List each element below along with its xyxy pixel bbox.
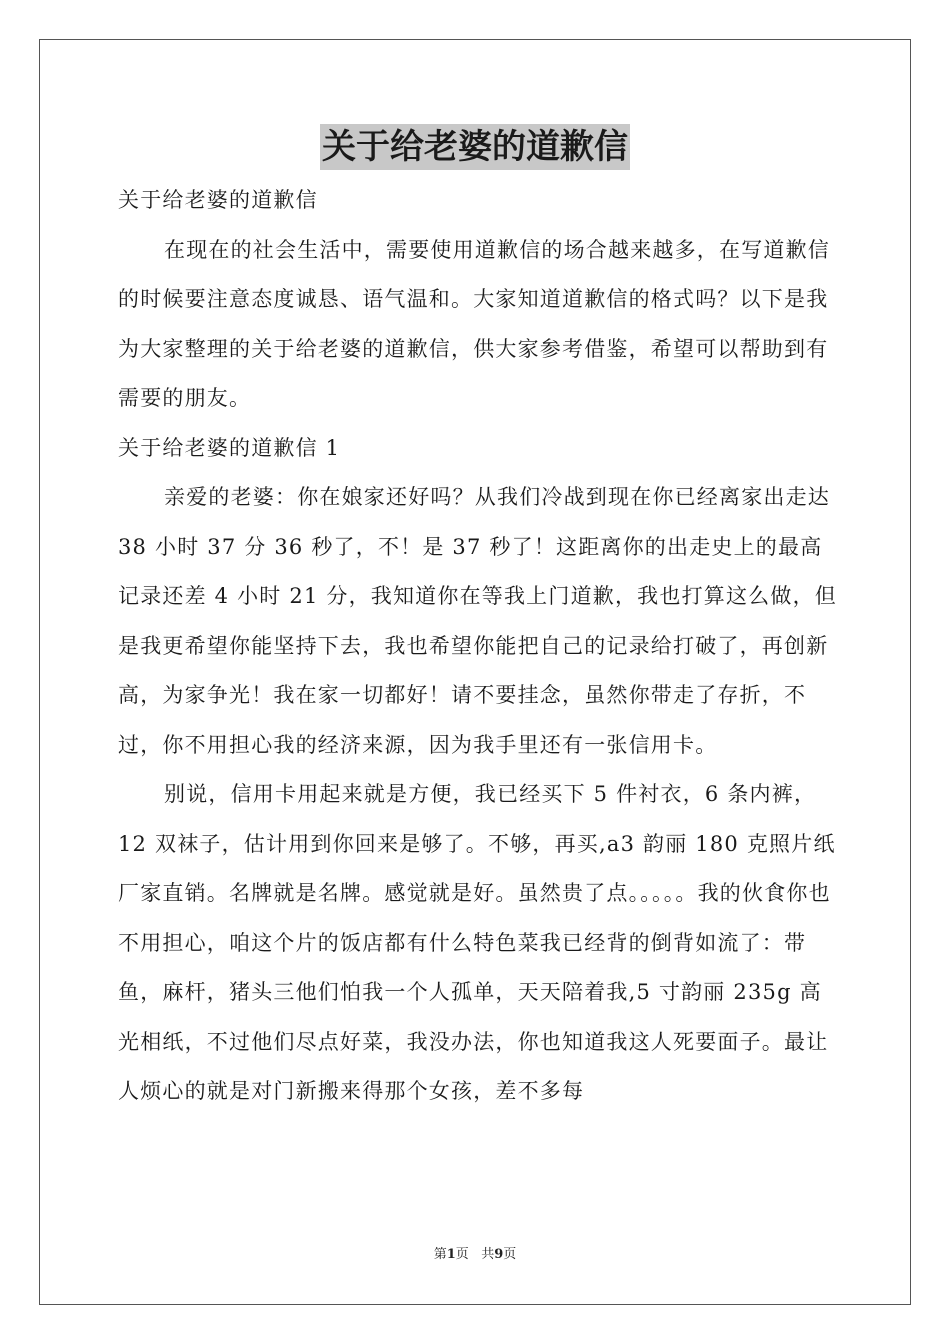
document-body xyxy=(118,176,838,1117)
page-footer xyxy=(0,1246,950,1264)
section-heading: 关于给老婆的道歉信 1 xyxy=(118,435,341,460)
title-container xyxy=(0,124,950,170)
intro-paragraph: 在现在的社会生活中，需要使用道歉信的场合越来越多，在写道歉信的时候要注意态度诚恳、语气温和。大家知道道歉信的格式吗？以下是我为大家整理的关于给老婆的道歉信，供大家参考借鉴，希望可以帮助到有需要的朋友。 xyxy=(118,237,830,410)
page-prefix: 第 xyxy=(433,1247,447,1262)
letter-paragraph-2: 别说，信用卡用起来就是方便，我已经买下 5 件衬衣，6 条内裤，12 双袜子，估计用到你回来是够了。不够，再买,a3 韵丽 180 克照片纸厂家直销。名牌就是名牌。感觉就是好。虽然贵了点。。。。。我的伙食你也不用担心，咱这个片的饭店都有什么特色菜我已经背的倒背如流了：带鱼，麻杆，猪头三他们怕我一个人孤单，天天陪着我,5 寸韵丽 235g 高光相纸，不过他们尽点好菜，我没办法，你也知道我这人死要面子。最让人烦心的就是对门新搬来得那个女孩，差不多每 xyxy=(118,782,836,1103)
document-subtitle: 关于给老婆的道歉信 xyxy=(118,188,318,212)
page-mid: 页 共 xyxy=(455,1247,495,1262)
page-total: 9 xyxy=(494,1247,504,1262)
letter-paragraph-1: 亲爱的老婆：你在娘家还好吗？从我们冷战到现在你已经离家出走达 38 小时 37 分 36 秒了，不！是 37 秒了！这距离你的出走史上的最高记录还差 4 小时 21 分，我知道你在等我上门道歉，我也打算这么做，但是我更希望你能坚持下去，我也希望你能把自己的记录给打破了，再创新高，为家争光！我在家一切都好！请不要挂念，虽然你带走了存折，不过，你不用担心我的经济来源，因为我手里还有一张信用卡。 xyxy=(118,485,837,757)
page-current: 1 xyxy=(446,1247,456,1262)
document-title: 关于给老婆的道歉信 xyxy=(320,124,630,170)
page-suffix: 页 xyxy=(503,1247,517,1262)
